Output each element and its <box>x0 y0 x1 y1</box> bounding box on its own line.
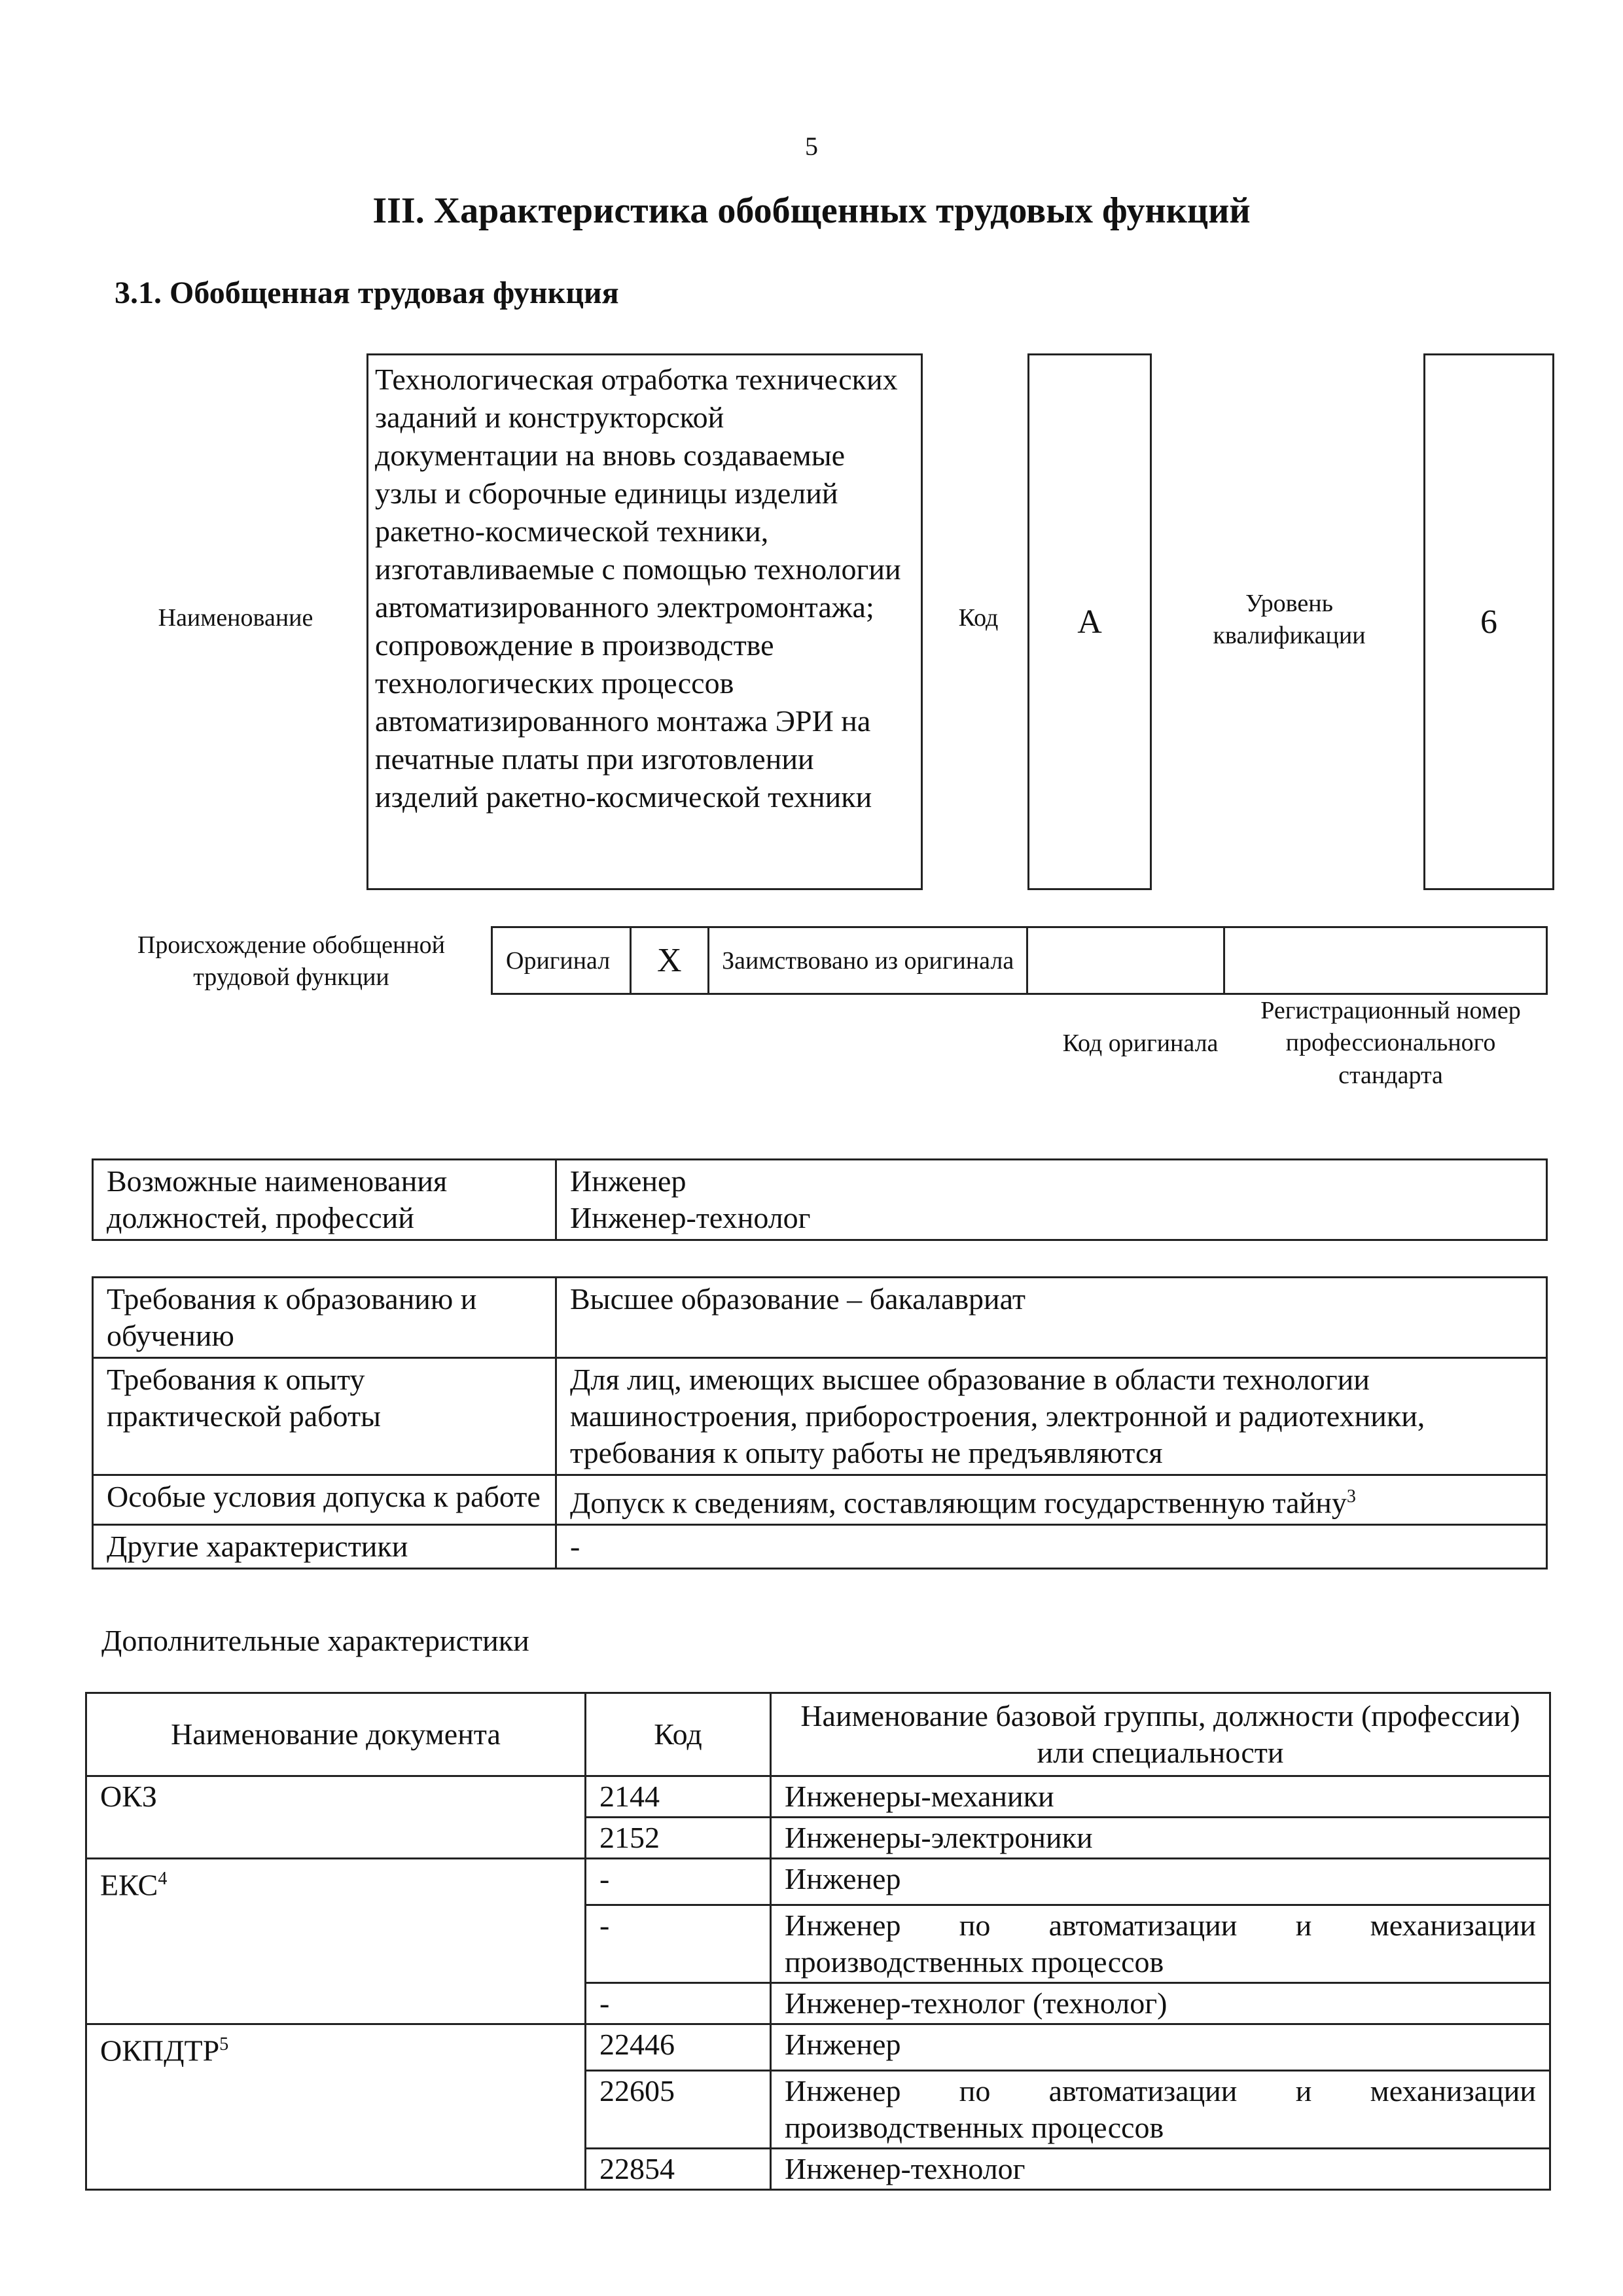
table-row <box>86 2024 1550 2070</box>
code-cell: 2152 <box>586 1818 771 1859</box>
code-cell: 22605 <box>586 2070 771 2148</box>
requirement-label: Требования к образованию и обучению <box>93 1278 556 1358</box>
requirement-row <box>93 1475 1547 1525</box>
qualification-level-label: Уровень квалификации <box>1213 590 1366 650</box>
requirements-table <box>92 1276 1548 1570</box>
requirement-label: Особые условия допуска к работе <box>93 1475 556 1525</box>
requirement-value: Высшее образование – бакалавриат <box>556 1278 1547 1358</box>
header-code: Код <box>586 1693 771 1776</box>
name-cell: Инженер-технолог <box>771 2148 1550 2189</box>
requirement-row <box>93 1278 1547 1358</box>
origin-code-caption: Код оригинала <box>1062 1030 1219 1057</box>
footnote-mark: 3 <box>1346 1486 1356 1507</box>
requirement-row <box>93 1525 1547 1569</box>
table-row <box>86 1818 1550 1859</box>
extra-characteristics-table <box>85 1692 1551 2191</box>
requirement-value: Допуск к сведениям, составляющим государственную тайну <box>570 1486 1347 1520</box>
page-number: 5 <box>805 132 818 161</box>
requirement-label: Другие характеристики <box>93 1525 556 1569</box>
table-row <box>86 1905 1550 1982</box>
requirement-value: Для лиц, имеющих высшее образование в области технологии машиностроения, приборостроения, электронной и радиотехники, требования к опыту работы не предъявляются <box>556 1358 1547 1475</box>
table-row <box>86 1982 1550 2024</box>
name-cell: Инженеры-электроники <box>771 1818 1550 1859</box>
doc-name: ОКПДТР$^5$ <box>86 2024 586 2070</box>
origin-label: Происхождение обобщенной трудовой функции <box>137 931 446 992</box>
table-row <box>86 1776 1550 1818</box>
table-row <box>86 2148 1550 2189</box>
function-code-box: A <box>1027 353 1152 890</box>
code-cell: 22854 <box>586 2148 771 2189</box>
name-cell: Инженер по автоматизации и механизации производственных процессов <box>771 2070 1550 2148</box>
origin-table <box>491 926 1548 995</box>
table-row <box>86 2070 1550 2148</box>
name-cell: Инженер-технолог (технолог) <box>771 1982 1550 2024</box>
extra-characteristics-title: Дополнительные характеристики <box>101 1624 529 1657</box>
name-cell: Инженер <box>771 2024 1550 2070</box>
origin-original-mark: X <box>630 927 708 994</box>
header-name: Наименование базовой группы, должности (профессии) или специальности <box>771 1693 1550 1776</box>
requirement-label: Требования к опыту практической работы <box>93 1358 556 1475</box>
table-row <box>86 1859 1550 1905</box>
requirement-value: - <box>556 1525 1547 1569</box>
doc-name: ЕКС$^4$ <box>86 1859 586 1905</box>
name-label: Наименование <box>158 604 313 632</box>
code-label: Код <box>958 604 999 632</box>
code-cell: - <box>586 1859 771 1905</box>
section-title: III. Характеристика обобщенных трудовых функций <box>372 190 1251 231</box>
requirement-row <box>93 1358 1547 1475</box>
origin-code-cell <box>1027 927 1224 994</box>
subsection-title: 3.1. Обобщенная трудовая функция <box>115 276 619 310</box>
name-cell: Инженер <box>771 1859 1550 1905</box>
origin-reg-caption: Регистрационный номер профессионального стандарта <box>1260 997 1521 1089</box>
position-item: Инженер <box>570 1164 687 1198</box>
origin-reg-number-cell <box>1224 927 1547 994</box>
code-cell: 2144 <box>586 1776 771 1818</box>
positions-table <box>92 1158 1548 1241</box>
origin-borrowed-label: Заимствовано из оригинала <box>708 927 1027 994</box>
code-cell: - <box>586 1982 771 2024</box>
code-cell: - <box>586 1905 771 1982</box>
header-doc: Наименование документа <box>86 1693 586 1776</box>
position-item: Инженер-технолог <box>570 1201 811 1234</box>
code-cell: 22446 <box>586 2024 771 2070</box>
name-cell: Инженер по автоматизации и механизации производственных процессов <box>771 1905 1550 1982</box>
doc-name: ОКЗ <box>86 1776 586 1818</box>
positions-label: Возможные наименования должностей, профессий <box>93 1160 556 1240</box>
name-cell: Инженеры-механики <box>771 1776 1550 1818</box>
qualification-level-box: 6 <box>1423 353 1554 890</box>
function-name-box: Технологическая отработка технических заданий и конструкторской документации на вновь создаваемые узлы и сборочные единицы изделий ракетно-космической техники, изготавливаемые с помощью технологии автоматизированного электромонтажа; сопровождение в производстве технологических процессов автоматизированного монтажа ЭРИ на печатные платы при изготовлении изделий ракетно-космической техники <box>366 353 923 890</box>
origin-original-label: Оригинал <box>492 927 631 994</box>
